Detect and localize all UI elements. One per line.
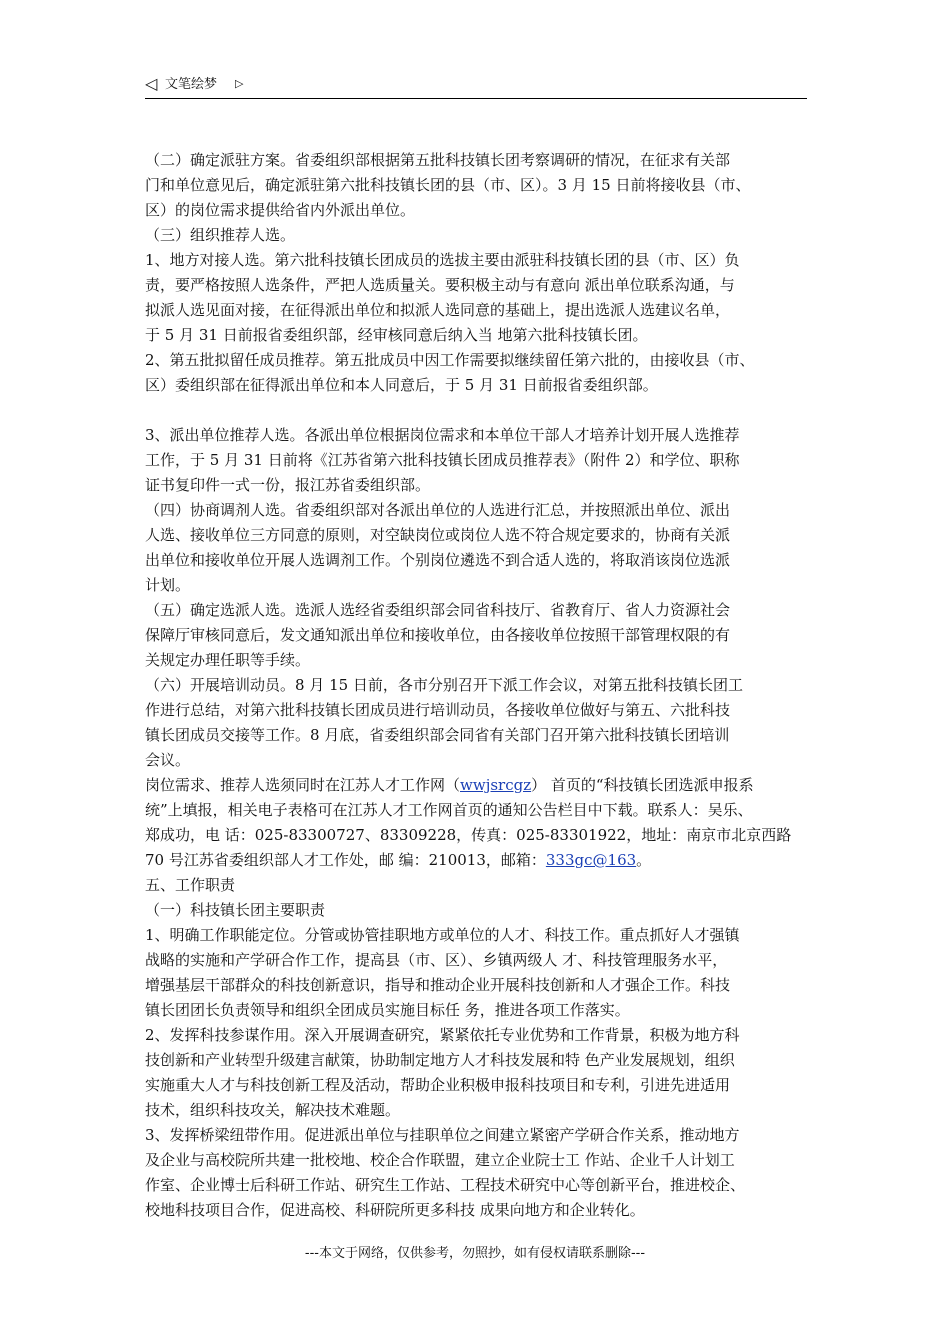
paragraph-duty-2 (145, 1023, 810, 1123)
text-line: 区）委组织部在征得派出单位和本人同意后，于 5 月 31 日前报省委组织部。 (145, 376, 658, 394)
text-line: 郑成功，电 话：025-83300727、83309228，传真：025-83301922，地址：南京市北京西路 (145, 826, 792, 844)
text-line: 统”上填报，相关电子表格可在江苏人才工作网首页的通知公告栏目中下载。联系人：吴乐、 (145, 801, 753, 819)
paragraph-local-matching (145, 248, 810, 348)
text-line: 作进行总结，对第六批科技镇长团成员进行培训动员，各接收单位做好与第五、六批科技 (145, 701, 731, 719)
text-line: 会议。 (145, 751, 191, 769)
text-line: 校地科技项目合作，促进高校、科研院所更多科技 成果向地方和企业转化。 (145, 1201, 645, 1219)
text-line: （六）开展培训动员。8 月 15 日前，各市分别召开下派工作会议，对第五批科技镇长团工 (145, 676, 743, 694)
text-line: 工作，于 5 月 31 日前将《江苏省第六批科技镇长团成员推荐表》（附件 2）和学位、职称 (145, 451, 740, 469)
text-line: 及企业与高校院所共建一批校地、校企合作联盟，建立企业院士工 作站、企业千人计划工 (145, 1151, 735, 1169)
text-line: 作室、企业博士后科研工作站、研究生工作站、工程技术研究中心等创新平台，推进校企、 (145, 1176, 746, 1194)
triangle-right-icon: ▷ (235, 77, 244, 90)
blank-line (145, 398, 810, 423)
text-line: （四）协商调剂人选。省委组织部对各派出单位的人选进行汇总，并按照派出单位、派出 (145, 501, 731, 519)
text-line: 1、明确工作职能定位。分管或协管挂职地方或单位的人才、科技工作。重点抓好人才强镇 (145, 926, 740, 944)
text-line: 责，要严格按照人选条件，严把人选质量关。要积极主动与有意向 派出单位联系沟通，与 (145, 276, 735, 294)
website-link[interactable]: wwjsrcgz (460, 776, 532, 794)
text-line: 拟派人选见面对接，在征得派出单位和拟派人选同意的基础上，提出选派人选建议名单， (145, 301, 731, 319)
paragraph-confirm (145, 598, 810, 673)
text-line: 增强基层干部群众的科技创新意识，指导和推动企业开展科技创新和人才强企工作。科技 (145, 976, 731, 994)
text-line (145, 773, 810, 798)
email-link[interactable]: 333gc@163 (545, 851, 637, 869)
section-heading-duties (145, 873, 810, 898)
paragraph-dispatch-plan (145, 148, 810, 223)
text-line: 证书复印件一式一份，报江苏省委组织部。 (145, 476, 431, 494)
paragraph-retention (145, 348, 810, 398)
text-line: 3、发挥桥梁纽带作用。促进派出单位与挂职单位之间建立紧密产学研合作关系，推动地方 (145, 1126, 740, 1144)
subsection-heading-main-duties (145, 898, 810, 923)
paragraph-unit-recommend (145, 423, 810, 498)
text-line: （一）科技镇长团主要职责 (145, 901, 326, 919)
text-segment: ） 首页的“科技镇长团选派申报系 (531, 776, 754, 794)
text-segment: 岗位需求、推荐人选须同时在江苏人才工作网（ (145, 776, 461, 794)
text-segment: 70 号江苏省委组织部人才工作处，邮 编：210013，邮箱： (145, 851, 546, 869)
text-line (145, 848, 810, 873)
text-line: 实施重大人才与科技创新工程及活动，帮助企业积极申报科技项目和专利，引进先进适用 (145, 1076, 731, 1094)
text-line: 2、第五批拟留任成员推荐。第五批成员中因工作需要拟继续留任第六批的，由接收县（市、 (145, 351, 755, 369)
text-line: 技术，组织科技攻关，解决技术难题。 (145, 1101, 401, 1119)
text-line: 区）的岗位需求提供给省内外派出单位。 (145, 201, 416, 219)
text-line: 1、地方对接人选。第六批科技镇长团成员的选拔主要由派驻科技镇长团的县（市、区）负 (145, 251, 740, 269)
text-line: 关规定办理任职等手续。 (145, 651, 311, 669)
paragraph-duty-1 (145, 923, 810, 1023)
text-segment: 。 (636, 851, 652, 869)
text-line: 门和单位意见后，确定派驻第六批科技镇长团的县（市、区）。3 月 15 日前将接收县（市、 (145, 176, 751, 194)
text-line: （三）组织推荐人选。 (145, 226, 296, 244)
page-footer-note: ---本文于网络，仅供参考，勿照抄，如有侵权请联系删除--- (304, 1246, 646, 1261)
text-line: 五、工作职责 (145, 876, 236, 894)
text-line: 计划。 (145, 576, 191, 594)
text-line: 3、派出单位推荐人选。各派出单位根据岗位需求和本单位干部人才培养计划开展人选推荐 (145, 426, 740, 444)
header-title: 文笔绘梦 (165, 77, 218, 92)
paragraph-duty-3 (145, 1123, 810, 1223)
paragraph-adjust (145, 498, 810, 598)
paragraph-contact (145, 773, 810, 873)
text-line: 于 5 月 31 日前报省委组织部，经审核同意后纳入当 地第六批科技镇长团。 (145, 326, 648, 344)
text-line: 镇长团成员交接等工作。8 月底，省委组织部会同省有关部门召开第六批科技镇长团培训 (145, 726, 730, 744)
text-line: 镇长团团长负责领导和组织全团成员实施目标任 务，推进各项工作落实。 (145, 1001, 630, 1019)
paragraph-recommend-heading (145, 223, 810, 248)
triangle-left-icon: ◁ (145, 74, 158, 93)
text-line: 保障厅审核同意后，发文通知派出单位和接收单位，由各接收单位按照干部管理权限的有 (145, 626, 731, 644)
text-line: （二）确定派驻方案。省委组织部根据第五批科技镇长团考察调研的情况，在征求有关部 (145, 151, 731, 169)
page-header (145, 74, 807, 99)
text-line: 战略的实施和产学研合作工作，提高县（市、区）、乡镇两级人 才、科技管理服务水平， (145, 951, 728, 969)
paragraph-training (145, 673, 810, 773)
text-line: 技创新和产业转型升级建言献策，协助制定地方人才科技发展和特 色产业发展规划，组织 (145, 1051, 735, 1069)
text-line: （五）确定选派人选。选派人选经省委组织部会同省科技厅、省教育厅、省人力资源社会 (145, 601, 731, 619)
document-body (145, 148, 810, 1223)
text-line: 2、发挥科技参谋作用。深入开展调查研究，紧紧依托专业优势和工作背景，积极为地方科 (145, 1026, 740, 1044)
text-line: 出单位和接收单位开展人选调剂工作。个别岗位遴选不到合适人选的，将取消该岗位选派 (145, 551, 731, 569)
text-line: 人选、接收单位三方同意的原则，对空缺岗位或岗位人选不符合规定要求的，协商有关派 (145, 526, 731, 544)
